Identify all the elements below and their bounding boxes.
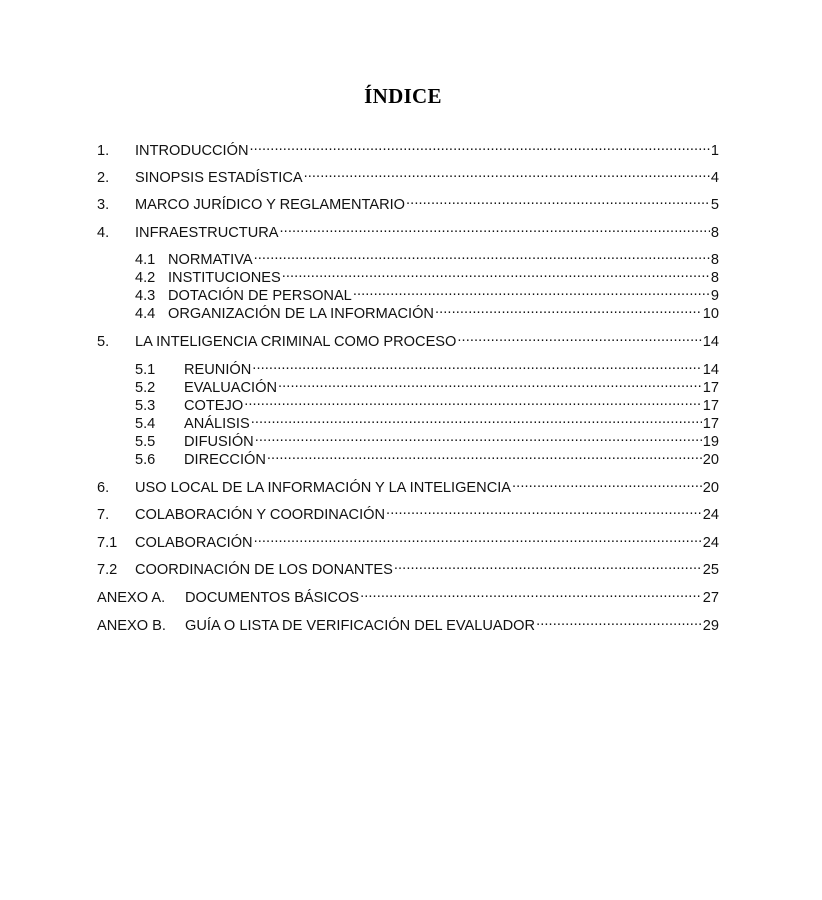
toc-entry-number: 3. <box>97 197 110 213</box>
toc-entry-number: ANEXO A. <box>97 590 166 606</box>
toc-entry-label: DOTACIÓN DE PERSONAL <box>168 288 352 304</box>
toc-entry-number: 4.3 <box>135 288 156 304</box>
toc-entry-page: 8 <box>710 225 719 241</box>
toc-entry-number: 4.2 <box>135 270 156 286</box>
toc-entry-number: 4.4 <box>135 306 156 322</box>
dot-leader <box>250 137 710 155</box>
toc-entry-label: COLABORACIÓN <box>135 535 253 551</box>
toc-entry-annex-b[interactable] <box>97 612 719 635</box>
toc-entry-page: 14 <box>702 362 719 378</box>
toc-entry-label: EVALUACIÓN <box>184 380 277 396</box>
toc-entry-label: INSTITUCIONES <box>168 270 281 286</box>
toc-entry-7[interactable] <box>97 501 719 524</box>
toc-entry-7-2[interactable] <box>97 556 719 579</box>
toc-entry-page: 9 <box>710 288 719 304</box>
toc-entry-page: 29 <box>702 618 719 634</box>
dot-leader <box>278 374 702 392</box>
toc-entry-page: 5 <box>710 197 719 213</box>
toc-entry-label: COTEJO <box>184 398 244 414</box>
toc-entry-5-6[interactable] <box>135 446 719 469</box>
dot-leader <box>244 392 702 410</box>
dot-leader <box>267 446 702 464</box>
toc-entry-7-1[interactable] <box>97 529 719 552</box>
toc-entry-6[interactable] <box>97 474 719 497</box>
toc-entry-label: SINOPSIS ESTADÍSTICA <box>135 170 303 186</box>
toc-entry-label: ORGANIZACIÓN DE LA INFORMACIÓN <box>168 306 434 322</box>
dot-leader <box>353 282 710 300</box>
toc-entry-page: 20 <box>702 452 719 468</box>
dot-leader <box>435 300 702 318</box>
toc-entry-number: 7. <box>97 507 110 523</box>
toc-entry-number: 4.1 <box>135 252 156 268</box>
toc-entry-label: COORDINACIÓN DE LOS DONANTES <box>135 562 393 578</box>
toc-entry-annex-a[interactable] <box>97 584 719 607</box>
toc-entry-label: DOCUMENTOS BÁSICOS <box>185 590 360 606</box>
dot-leader <box>251 410 702 428</box>
toc-entry-page: 20 <box>702 480 719 496</box>
dot-leader <box>512 474 702 492</box>
toc-entry-label: GUÍA O LISTA DE VERIFICACIÓN DEL EVALUADOR <box>185 618 536 634</box>
dot-leader <box>255 428 702 446</box>
toc-entry-number: 1. <box>97 143 110 159</box>
toc-entry-number: 5.1 <box>135 362 156 378</box>
toc-entry-label: MARCO JURÍDICO Y REGLAMENTARIO <box>135 197 406 213</box>
page-title: ÍNDICE <box>364 84 442 108</box>
toc-entry-page: 1 <box>710 143 719 159</box>
toc-entry-number: 6. <box>97 480 110 496</box>
toc-entry-label: REUNIÓN <box>184 362 252 378</box>
toc-entry-label: USO LOCAL DE LA INFORMACIÓN Y LA INTELIGENCIA <box>135 480 512 496</box>
dot-leader <box>536 612 702 630</box>
dot-leader <box>280 219 710 237</box>
toc-entry-page: 24 <box>702 535 719 551</box>
dot-leader <box>406 191 710 209</box>
toc-entry-page: 19 <box>702 434 719 450</box>
toc-entry-label: DIFUSIÓN <box>184 434 254 450</box>
toc-entry-label: INFRAESTRUCTURA <box>135 225 279 241</box>
toc-entry-4[interactable] <box>97 219 719 242</box>
toc-entry-number: 5.6 <box>135 452 156 468</box>
toc-entry-page: 14 <box>702 334 719 350</box>
toc-entry-label: ANÁLISIS <box>184 416 250 432</box>
toc-entry-1[interactable] <box>97 137 719 160</box>
dot-leader <box>304 164 710 182</box>
toc-entry-2[interactable] <box>97 164 719 187</box>
toc-entry-number: 4. <box>97 225 110 241</box>
toc-entry-page: 27 <box>702 590 719 606</box>
dot-leader <box>394 556 702 574</box>
dot-leader <box>457 328 701 346</box>
toc-entry-page: 24 <box>702 507 719 523</box>
toc-entry-number: 5.5 <box>135 434 156 450</box>
dot-leader <box>282 264 710 282</box>
toc-entry-number: ANEXO B. <box>97 618 166 634</box>
toc-entry-page: 25 <box>702 562 719 578</box>
toc-entry-5[interactable] <box>97 328 719 351</box>
toc-entry-page: 17 <box>702 380 719 396</box>
toc-entry-page: 8 <box>710 270 719 286</box>
toc-entry-number: 2. <box>97 170 110 186</box>
toc-entry-label: INTRODUCCIÓN <box>135 143 249 159</box>
dot-leader <box>252 356 701 374</box>
toc-entry-4-4[interactable] <box>135 300 719 323</box>
toc-entry-label: LA INTELIGENCIA CRIMINAL COMO PROCESO <box>135 334 457 350</box>
dot-leader <box>254 529 702 547</box>
toc-entry-label: COLABORACIÓN Y COORDINACIÓN <box>135 507 386 523</box>
dot-leader <box>254 246 710 264</box>
toc-entry-number: 5.4 <box>135 416 156 432</box>
toc-entry-3[interactable] <box>97 191 719 214</box>
toc-entry-number: 5. <box>97 334 110 350</box>
toc-entry-number: 5.3 <box>135 398 156 414</box>
dot-leader <box>360 584 702 602</box>
toc-entry-label: NORMATIVA <box>168 252 253 268</box>
toc-entry-label: DIRECCIÓN <box>184 452 266 468</box>
toc-entry-page: 17 <box>702 416 719 432</box>
toc-entry-number: 5.2 <box>135 380 156 396</box>
toc-entry-page: 10 <box>702 306 719 322</box>
toc-entry-page: 4 <box>710 170 719 186</box>
toc-entry-page: 17 <box>702 398 719 414</box>
toc-entry-number: 7.2 <box>97 562 118 578</box>
dot-leader <box>386 501 702 519</box>
toc-entry-page: 8 <box>710 252 719 268</box>
toc-entry-number: 7.1 <box>97 535 118 551</box>
